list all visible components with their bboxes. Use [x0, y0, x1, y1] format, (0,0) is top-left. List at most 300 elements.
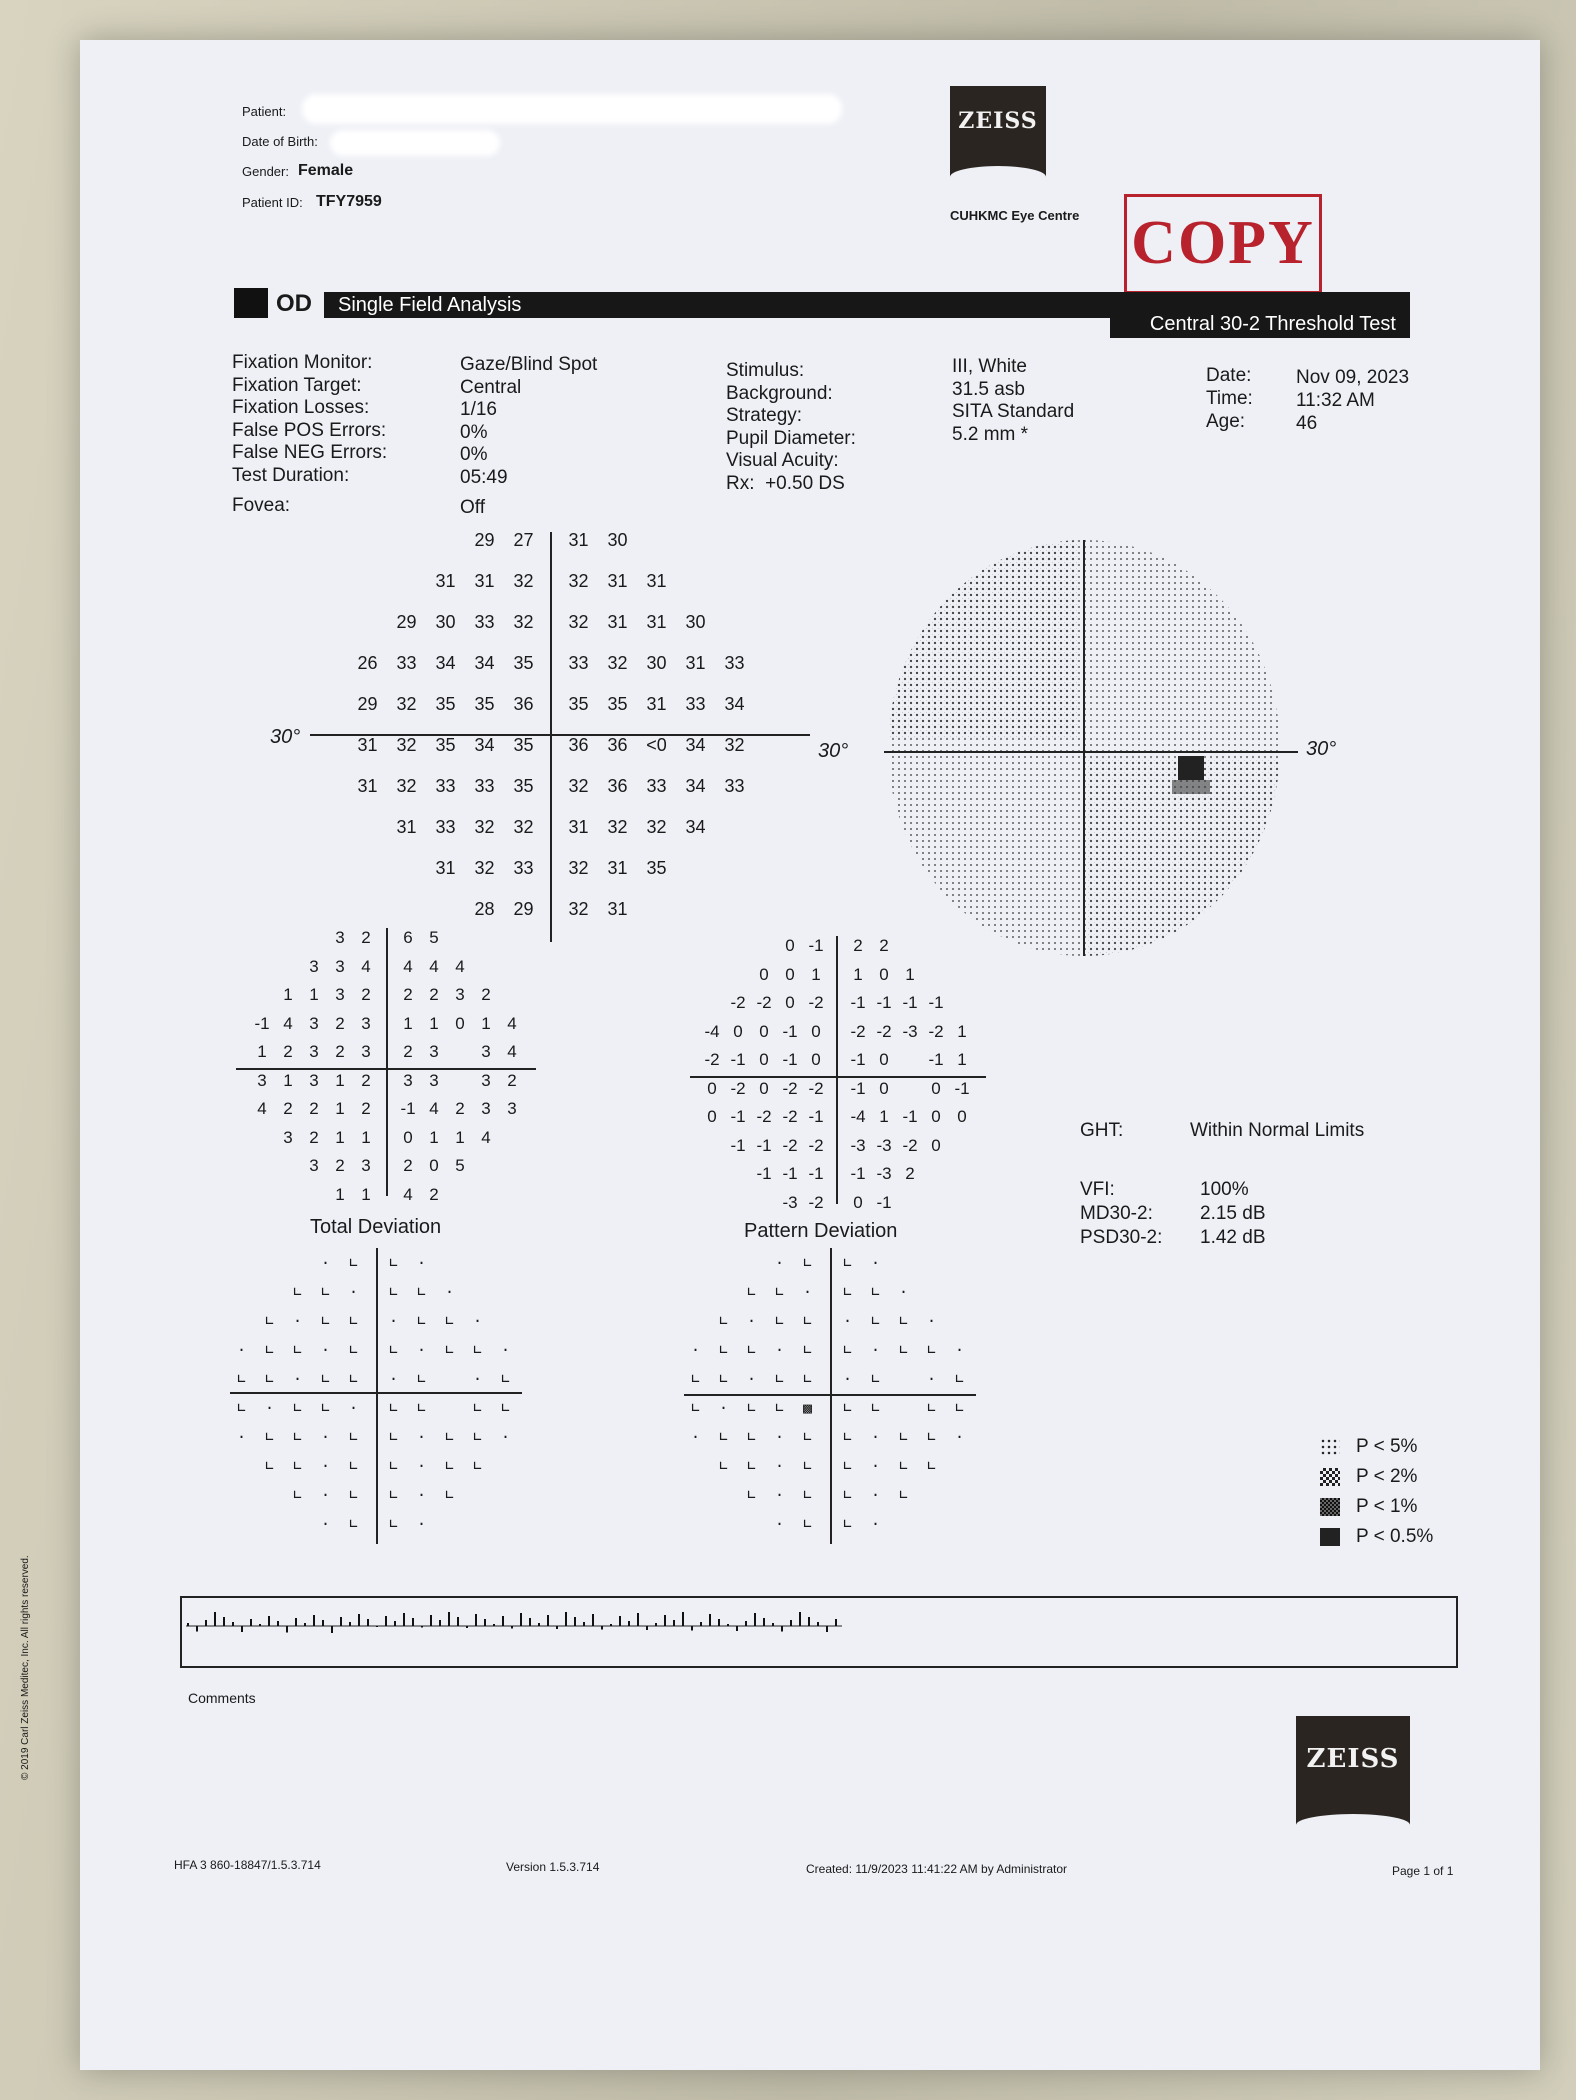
td-prob-symbol: ∟	[501, 1399, 511, 1417]
td-prob-symbol: ·	[321, 1254, 331, 1272]
pd-value: 0	[853, 1192, 863, 1212]
td-value: -1	[400, 1099, 416, 1118]
pd-prob-symbol: ·	[899, 1283, 909, 1301]
pd-value: -1	[808, 1164, 824, 1183]
td-value: 3	[283, 1127, 293, 1147]
threshold-value: 33	[724, 653, 745, 673]
td-value: 4	[283, 1013, 293, 1033]
strategy-label: Strategy:	[726, 405, 803, 426]
td-value: 2	[361, 928, 371, 947]
td-value: 3	[309, 1070, 319, 1090]
time-label: Time:	[1206, 388, 1253, 409]
pd-prob-symbol: ·	[747, 1370, 757, 1388]
pd-value: 0	[759, 964, 769, 984]
td-value: 4	[257, 1099, 267, 1118]
fixation-losses-value: 1/16	[460, 399, 497, 420]
pd-probability-plot	[684, 1248, 984, 1548]
pd-value: -1	[928, 1050, 944, 1069]
pd-prob-symbol: ∟	[871, 1370, 881, 1388]
threshold-value: 34	[685, 776, 706, 796]
stimulus-value: III, White	[952, 356, 1027, 377]
threshold-value: 33	[435, 817, 456, 837]
pd-value: -1	[782, 1164, 798, 1183]
td-prob-symbol: ∟	[321, 1283, 331, 1301]
info-right-values	[1296, 366, 1409, 435]
pd-value: 0	[879, 1078, 889, 1098]
pd-prob-symbol: ∟	[843, 1428, 853, 1446]
pd-value: -3	[782, 1192, 798, 1212]
threshold-value: 31	[646, 694, 667, 714]
threshold-value: 34	[474, 653, 495, 673]
td-prob-symbol: ∟	[473, 1428, 483, 1446]
pd-value: -1	[850, 1078, 866, 1098]
pd-value: -1	[756, 1164, 772, 1183]
td-prob-symbol: ∟	[389, 1341, 399, 1359]
td-value: 4	[429, 956, 439, 976]
p05-symbol-icon	[1320, 1528, 1340, 1546]
td-prob-symbol: ∟	[321, 1399, 331, 1417]
pd-value: -1	[954, 1078, 970, 1098]
threshold-value: 27	[513, 530, 534, 550]
ght-value: Within Normal Limits	[1190, 1120, 1365, 1141]
td-prob-symbol: ∟	[265, 1312, 275, 1330]
pd-value: -3	[876, 1135, 892, 1155]
pd-prob-symbol: ∟	[871, 1283, 881, 1301]
pd-value: -2	[808, 1192, 824, 1212]
pd-value: 0	[733, 1021, 743, 1041]
threshold-value: 32	[513, 612, 534, 632]
threshold-value: 29	[474, 530, 495, 550]
pd-value: -1	[782, 1050, 798, 1069]
td-prob-symbol: ∟	[473, 1399, 483, 1417]
td-value: 2	[361, 1070, 371, 1090]
pd-value: 0	[879, 1050, 889, 1069]
td-prob-symbol: ∟	[417, 1312, 427, 1330]
pd-prob-symbol: ∟	[899, 1486, 909, 1504]
clinic-name: CUHKMC Eye Centre	[950, 208, 1080, 223]
td-prob-symbol: ∟	[417, 1399, 427, 1417]
pd-value: -1	[730, 1107, 746, 1126]
pd-prob-symbol: ·	[871, 1457, 881, 1475]
pd-v-axis	[836, 936, 838, 1204]
threshold-value: 30	[607, 530, 628, 550]
threshold-value: 32	[646, 817, 667, 837]
pd-prob-symbol: ∟	[719, 1457, 729, 1475]
td-prob-symbol: ∟	[389, 1457, 399, 1475]
threshold-plot	[270, 530, 850, 990]
age-value: 46	[1296, 413, 1318, 434]
pd-value: -2	[730, 1078, 746, 1098]
threshold-value: 32	[474, 858, 495, 878]
td-prob-symbol: ∟	[293, 1283, 303, 1301]
pd-prob-symbol: ∟	[927, 1341, 937, 1359]
pd-prob-v-axis	[830, 1248, 832, 1544]
age-label: Age:	[1206, 411, 1246, 432]
pd-prob-symbol: ∟	[747, 1399, 757, 1417]
td-value: 4	[507, 1042, 517, 1061]
threshold-value: 31	[568, 530, 589, 550]
threshold-value: 35	[474, 694, 495, 714]
pd-prob-symbol: ·	[747, 1312, 757, 1330]
pd-prob-symbol: ∟	[843, 1457, 853, 1475]
pd-value: -1	[850, 1050, 866, 1069]
threshold-value: 32	[513, 571, 534, 591]
td-prob-symbol: ∟	[349, 1370, 359, 1388]
pd-prob-symbol: ·	[955, 1428, 965, 1446]
legend-p5: P < 5%	[1356, 1436, 1418, 1457]
eye-marker-square	[234, 288, 268, 318]
td-prob-symbol: ·	[417, 1486, 427, 1504]
pd-prob-symbol: ·	[871, 1486, 881, 1504]
threshold-value: 32	[568, 899, 589, 919]
td-prob-symbol: ∟	[445, 1312, 455, 1330]
td-value: 3	[335, 985, 345, 1004]
pd-value: 1	[879, 1107, 889, 1126]
report-page	[20, 40, 1540, 2070]
threshold-value: 32	[568, 776, 589, 796]
td-value: 1	[309, 985, 319, 1004]
pd-value: -1	[928, 993, 944, 1012]
threshold-value: 32	[396, 735, 417, 755]
threshold-value: 35	[513, 735, 534, 755]
threshold-value: 33	[396, 653, 417, 673]
pd-value: -1	[808, 936, 824, 955]
td-prob-symbol: ∟	[349, 1486, 359, 1504]
td-value: 1	[257, 1042, 267, 1061]
pd-prob-symbol: ∟	[803, 1370, 813, 1388]
fixation-monitor-value: Gaze/Blind Spot	[460, 354, 598, 375]
pd-prob-symbol: ∟	[775, 1399, 785, 1417]
rx-row	[726, 473, 856, 496]
threshold-value: 35	[513, 653, 534, 673]
pd-prob-symbol: ∟	[747, 1341, 757, 1359]
psd-value: 1.42 dB	[1200, 1227, 1266, 1248]
false-neg-label: False NEG Errors:	[232, 442, 388, 463]
pd-value: 0	[759, 1050, 769, 1069]
pupil-value: 5.2 mm *	[952, 423, 1029, 445]
pd-prob-symbol: ∟	[719, 1312, 729, 1330]
vfi-label: VFI:	[1080, 1179, 1115, 1200]
threshold-value: 29	[513, 899, 534, 919]
threshold-value: 32	[724, 735, 745, 755]
test-title-bar	[1110, 312, 1410, 338]
pd-value: 0	[957, 1107, 967, 1126]
info-mid-labels	[726, 360, 856, 495]
td-value: 1	[455, 1127, 465, 1147]
pd-prob-symbol: ·	[775, 1254, 785, 1272]
td-value: 3	[507, 1099, 517, 1118]
pd-value: 0	[931, 1135, 941, 1155]
pd-value: 1	[905, 964, 915, 984]
threshold-value: 36	[607, 735, 628, 755]
threshold-value: 31	[474, 571, 495, 591]
td-value: 1	[335, 1127, 345, 1147]
pd-prob-symbol: ∟	[803, 1341, 813, 1359]
threshold-value: 33	[568, 653, 589, 673]
threshold-value: 35	[646, 858, 667, 878]
td-value: 1	[403, 1013, 413, 1033]
threshold-value: 32	[568, 612, 589, 632]
pd-prob-symbol: ∟	[899, 1312, 909, 1330]
td-prob-symbol: ∟	[349, 1515, 359, 1533]
acuity-label: Visual Acuity:	[726, 450, 839, 471]
info-mid-values	[952, 356, 1074, 446]
fixation-target-label: Fixation Target:	[232, 374, 362, 396]
td-value: -1	[254, 1013, 270, 1033]
psd-label: PSD30-2:	[1080, 1227, 1163, 1248]
footer-created: Created: 11/9/2023 11:41:22 AM by Administrator	[806, 1862, 1068, 1876]
td-value: 3	[257, 1070, 267, 1090]
pd-value: -1	[876, 1192, 892, 1212]
pd-prob-symbol: ·	[691, 1428, 701, 1446]
td-prob-symbol: ∟	[389, 1428, 399, 1446]
pd-prob-symbol: ∟	[803, 1312, 813, 1330]
pd-value: -2	[756, 1107, 772, 1126]
pd-prob-symbol: ·	[871, 1428, 881, 1446]
td-prob-symbol: ∟	[349, 1428, 359, 1446]
td-value: 0	[429, 1156, 439, 1175]
threshold-value: 32	[607, 817, 628, 837]
pd-prob-symbol: ∟	[843, 1341, 853, 1359]
td-value: 3	[481, 1070, 491, 1090]
pd-prob-symbol: ∟	[747, 1283, 757, 1301]
td-value: 2	[283, 1099, 293, 1118]
td-prob-symbol: ∟	[389, 1283, 399, 1301]
date-label: Date:	[1206, 365, 1252, 386]
eye-label: OD	[276, 290, 312, 317]
pd-value: -1	[902, 993, 918, 1012]
pd-value: -1	[782, 1021, 798, 1041]
td-value: 1	[335, 1184, 345, 1204]
td-value: 3	[309, 1013, 319, 1033]
td-value: 2	[335, 1042, 345, 1061]
greyscale-axis-right-label: 30°	[1306, 738, 1337, 760]
threshold-value: 31	[646, 612, 667, 632]
td-value: 1	[335, 1099, 345, 1118]
pd-value: 0	[785, 993, 795, 1012]
threshold-value: 31	[435, 571, 456, 591]
blind-spot-mark	[1178, 756, 1204, 780]
ght-label: GHT:	[1080, 1120, 1124, 1141]
pd-prob-symbol: ∟	[719, 1370, 729, 1388]
pd-value: 0	[879, 964, 889, 984]
td-prob-symbol: ∟	[293, 1341, 303, 1359]
threshold-axis-left-label: 30°	[270, 726, 301, 748]
pd-prob-symbol: ∟	[871, 1312, 881, 1330]
strategy-value: SITA Standard	[952, 401, 1075, 422]
threshold-value: 34	[474, 735, 495, 755]
td-value: 2	[403, 985, 413, 1004]
threshold-value: 31	[607, 612, 628, 632]
pd-prob-symbol: ∟	[843, 1399, 853, 1417]
pd-prob-symbol: ·	[955, 1341, 965, 1359]
threshold-value: 32	[568, 858, 589, 878]
gender-label: Gender:	[242, 164, 289, 179]
td-value: 2	[335, 1156, 345, 1175]
td-value: 4	[507, 1013, 517, 1033]
md-value: 2.15 dB	[1200, 1203, 1266, 1224]
threshold-value: 34	[685, 735, 706, 755]
td-value: 4	[361, 956, 371, 976]
td-prob-symbol: ·	[237, 1341, 247, 1359]
pd-prob-symbol: ·	[927, 1312, 937, 1330]
td-prob-symbol: ∟	[265, 1370, 275, 1388]
pd-prob-symbol: ·	[691, 1341, 701, 1359]
td-value: 1	[361, 1127, 371, 1147]
td-prob-symbol: ∟	[349, 1341, 359, 1359]
pd-prob-symbol: ∟	[719, 1341, 729, 1359]
info-right-labels	[1206, 364, 1253, 433]
td-prob-v-axis	[376, 1248, 378, 1544]
pd-prob-symbol: ∟	[843, 1486, 853, 1504]
pd-prob-symbol: ∟	[775, 1312, 785, 1330]
threshold-value: 33	[685, 694, 706, 714]
td-prob-symbol: ∟	[265, 1428, 275, 1446]
pd-value: -3	[876, 1164, 892, 1183]
rx-label: Rx:	[726, 472, 755, 494]
td-prob-symbol: ∟	[389, 1254, 399, 1272]
td-prob-symbol: ·	[349, 1283, 359, 1301]
td-value: 6	[403, 928, 413, 947]
pd-value: -2	[928, 1021, 944, 1041]
pd-value: 1	[957, 1021, 967, 1041]
td-value: 3	[361, 1042, 371, 1061]
pd-prob-symbol: ∟	[747, 1486, 757, 1504]
pd-prob-symbol: ∟	[843, 1254, 853, 1272]
td-prob-symbol: ·	[417, 1341, 427, 1359]
pd-value: -1	[808, 1107, 824, 1126]
td-prob-symbol: ·	[417, 1254, 427, 1272]
td-prob-symbol: ∟	[501, 1370, 511, 1388]
td-prob-symbol: ∟	[473, 1457, 483, 1475]
td-prob-symbol: ·	[389, 1370, 399, 1388]
threshold-value: 32	[513, 817, 534, 837]
pd-prob-symbol: ∟	[803, 1428, 813, 1446]
indices-labels	[1080, 1178, 1162, 1250]
pd-prob-symbol: ·	[803, 1283, 813, 1301]
threshold-value: 35	[435, 735, 456, 755]
pd-value: -2	[756, 993, 772, 1012]
td-prob-symbol: ∟	[293, 1428, 303, 1446]
td-value: 3	[309, 956, 319, 976]
pd-value: -1	[730, 1135, 746, 1155]
pd-value: -2	[808, 1078, 824, 1098]
td-value: 5	[429, 928, 439, 947]
threshold-v-axis	[550, 532, 552, 942]
td-value: 2	[403, 1156, 413, 1175]
dob-label: Date of Birth:	[242, 134, 318, 149]
td-prob-symbol: ·	[237, 1428, 247, 1446]
patient-id-label: Patient ID:	[242, 195, 303, 210]
td-prob-symbol: ∟	[265, 1457, 275, 1475]
pd-prob-symbol: ·	[843, 1370, 853, 1388]
pd-prob-symbol: ·	[871, 1515, 881, 1533]
total-deviation-title: Total Deviation	[310, 1216, 442, 1238]
td-value: 3	[361, 1013, 371, 1033]
td-value: 3	[429, 1042, 439, 1061]
td-prob-symbol: ·	[321, 1486, 331, 1504]
threshold-value: 33	[474, 612, 495, 632]
td-value: 4	[403, 1184, 413, 1204]
td-prob-symbol: ∟	[265, 1341, 275, 1359]
threshold-value: 30	[646, 653, 667, 673]
pd-value: -1	[902, 1107, 918, 1126]
td-prob-symbol: ∟	[293, 1399, 303, 1417]
zeiss-logo-top: ZEISS	[950, 86, 1046, 178]
pupil-label: Pupil Diameter:	[726, 427, 856, 449]
pd-prob-symbol: ·	[871, 1254, 881, 1272]
footer-page: Page 1 of 1	[1392, 1864, 1454, 1878]
td-prob-symbol: ∟	[445, 1457, 455, 1475]
td-value: 3	[481, 1042, 491, 1061]
threshold-value: 29	[396, 612, 417, 632]
pd-prob-symbol: ∟	[803, 1457, 813, 1475]
td-value: 2	[309, 1127, 319, 1147]
probability-legend	[1320, 1436, 1470, 1566]
false-pos-value: 0%	[460, 421, 488, 443]
pd-prob-symbol: ∟	[747, 1428, 757, 1446]
td-value: 3	[455, 985, 465, 1004]
threshold-value: 31	[357, 735, 378, 755]
pd-prob-symbol: ∟	[899, 1457, 909, 1475]
pd-prob-symbol: ∟	[843, 1515, 853, 1533]
false-neg-value: 0%	[460, 444, 488, 465]
redacted-dob	[330, 130, 500, 156]
threshold-value: 32	[396, 776, 417, 796]
analysis-title: Single Field Analysis	[338, 294, 522, 316]
threshold-value: 31	[607, 571, 628, 591]
pd-prob-symbol: ∟	[871, 1399, 881, 1417]
pd-prob-symbol: ∟	[899, 1341, 909, 1359]
td-prob-symbol: ∟	[389, 1399, 399, 1417]
threshold-value: 36	[513, 694, 534, 714]
td-value: 2	[335, 1013, 345, 1033]
td-value: 2	[481, 985, 491, 1004]
td-prob-symbol: ·	[445, 1283, 455, 1301]
pd-prob-symbol: ·	[775, 1457, 785, 1475]
td-prob-symbol: ·	[389, 1312, 399, 1330]
date-value: Nov 09, 2023	[1296, 367, 1410, 388]
pd-prob-symbol: ∟	[927, 1457, 937, 1475]
td-v-axis	[386, 928, 388, 1196]
pd-value: -3	[850, 1135, 866, 1155]
threshold-value: 32	[568, 571, 589, 591]
threshold-value: 31	[568, 817, 589, 837]
pd-prob-symbol: ∟	[927, 1428, 937, 1446]
threshold-value: 30	[435, 612, 456, 632]
threshold-value: 36	[607, 776, 628, 796]
pd-value: -2	[730, 993, 746, 1012]
pd-value: 1	[957, 1050, 967, 1069]
pd-prob-symbol: ∟	[803, 1254, 813, 1272]
pd-value: 1	[811, 964, 821, 984]
threshold-value: 29	[357, 694, 378, 714]
pd-value: 0	[759, 1078, 769, 1098]
td-prob-symbol: ∟	[417, 1370, 427, 1388]
time-value: 11:32 AM	[1296, 390, 1375, 411]
threshold-value: 31	[607, 899, 628, 919]
threshold-value: 34	[435, 653, 456, 673]
td-value: 3	[335, 956, 345, 976]
pd-value: -1	[876, 993, 892, 1012]
td-value: 0	[403, 1127, 413, 1147]
td-prob-symbol: ·	[349, 1399, 359, 1417]
footer-version: Version 1.5.3.714	[506, 1860, 600, 1874]
md-label: MD30-2:	[1080, 1203, 1153, 1224]
threshold-value: 31	[646, 571, 667, 591]
td-value: 2	[429, 1184, 439, 1204]
td-value: 2	[361, 1099, 371, 1118]
